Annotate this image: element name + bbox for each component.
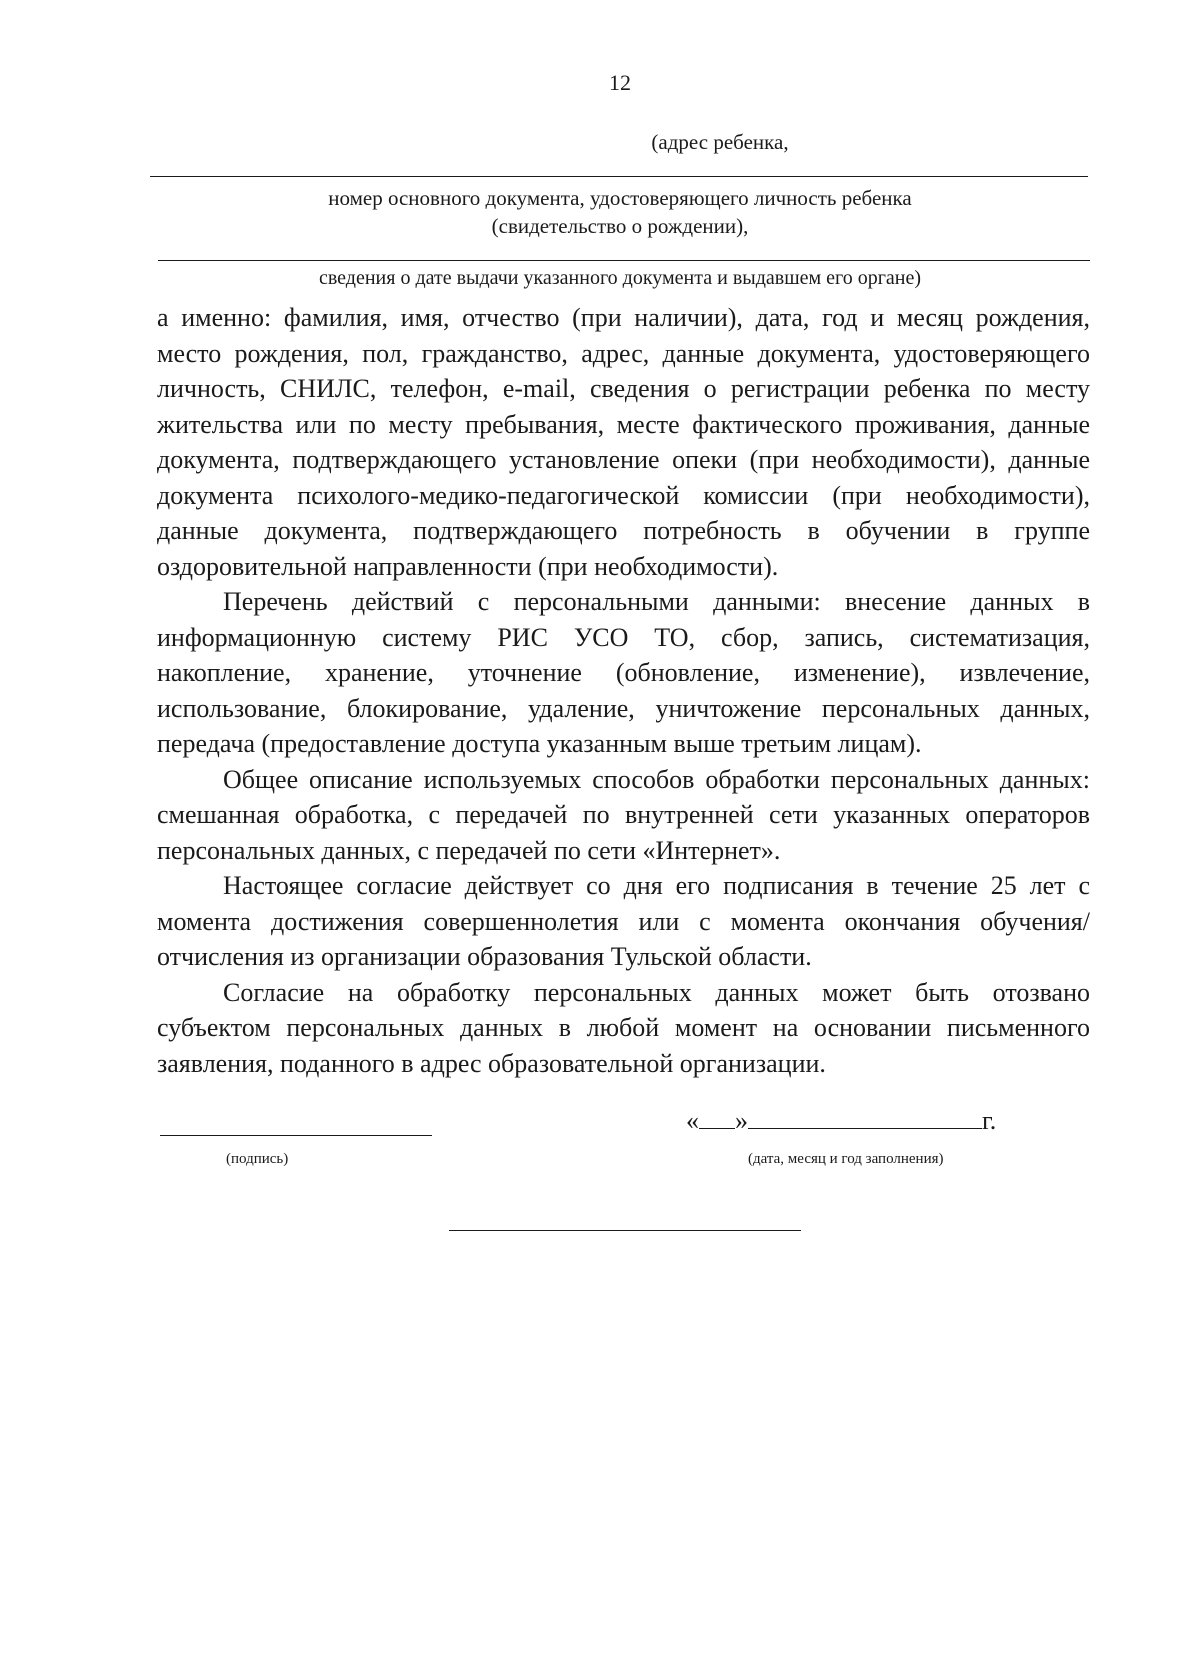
child-address-caption: (адрес ребенка, — [651, 130, 789, 154]
processing-methods-paragraph: Общее описание используемых способов обработки персональных данных: смешанная обработка, с передачей по внутренней сети указанных операторов персональных данных, с передачей по сети «Интернет». — [157, 764, 1090, 865]
validity-paragraph: Настоящее согласие действует со дня его подписания в течение 25 лет с момента достижения совершеннолетия или с момента окончания обучения/отчисления из организации образования Тульской области. — [157, 871, 1090, 971]
consent-body — [157, 300, 1090, 1081]
date-open-quote: « — [686, 1106, 699, 1135]
signature-line — [160, 1135, 432, 1136]
child-address-rule — [150, 176, 1088, 177]
actions-paragraph: Перечень действий с персональными данными: внесение данных в информационную систему РИС УСО ТО, сбор, запись, систематизация, накопление, хранение, уточнение (обновление, изменение), извлечение, использование, блокирование, удаление, уничтожение персональных данных, передача (предоставление доступа указанным выше третьим лицам). — [157, 587, 1090, 758]
document-number-rule — [158, 260, 1090, 261]
personal-data-list-paragraph: а именно: фамилия, имя, отчество (при наличии), дата, год и месяц рождения, место рождения, пол, гражданство, адрес, данные документа, удостоверяющего личность, СНИЛС, телефон, e-mail, сведения о регистрации ребенка по месту жительства или по месту пребывания, месте фактического проживания, данные документа, подтверждающего установление опеки (при необходимости), данные документа психолого-медико-педагогической комиссии (при необходимости), данные документа, подтверждающего потребность в обучении в группе оздоровительной направленности (при необходимости). — [157, 303, 1090, 581]
date-caption: (дата, месяц и год заполнения) — [748, 1151, 944, 1167]
day-blank — [699, 1106, 735, 1129]
page-number: 12 — [609, 70, 631, 95]
date-close-quote: » — [735, 1106, 748, 1135]
date-suffix: г. — [982, 1106, 997, 1135]
signature-caption: (подпись) — [226, 1151, 289, 1167]
revocation-paragraph: Согласие на обработку персональных данных может быть отозвано субъектом персональных данных в любой момент на основании письменного заявления, поданного в адрес образовательной организации. — [157, 977, 1090, 1078]
child-document-caption-a: номер основного документа, удостоверяющего личность ребенка — [328, 186, 912, 210]
month-year-blank — [748, 1106, 982, 1129]
document-issue-caption: сведения о дате выдачи указанного документа и выдавшем его органе) — [318, 267, 922, 289]
date-field — [686, 1106, 996, 1136]
child-document-caption-b: (свидетельство о рождении), — [491, 214, 749, 238]
closing-separator — [449, 1230, 801, 1231]
